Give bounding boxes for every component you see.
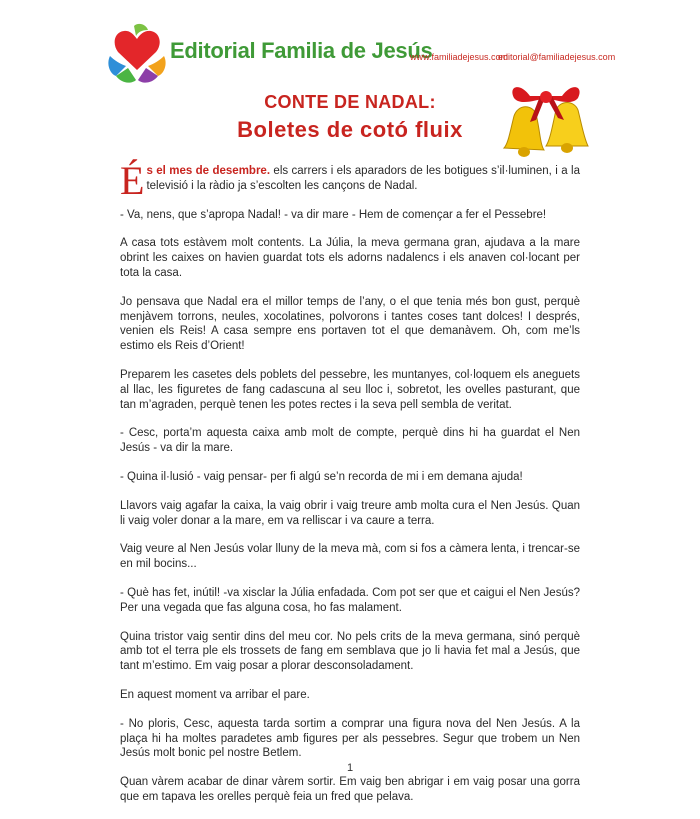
story-paragraph: - Va, nens, que s’apropa Nadal! - va dir mare - Hem de començar a fer el Pessebre! — [120, 208, 547, 221]
story-paragraph: A casa tots estàvem molt contents. La Júlia, la meva germana gran, ajudava a la mare obrint les caixes on havien guardat tots els adorns nadalencs i els anaven col·locant per tota la casa. — [120, 237, 580, 279]
page-number: 1 — [346, 762, 354, 774]
story-paragraph: Llavors vaig agafar la caixa, la vaig obrir i vaig treure amb molta cura el Nen Jesús. Quan li vaig voler donar a la mare, em va relliscar i va caure a terra. — [120, 499, 580, 527]
website-link[interactable]: www.familiadejesus.com — [410, 52, 509, 62]
story-title: Boletes de cotó fluix — [237, 117, 463, 142]
story-paragraph: - Quina il·lusió - vaig pensar- per fi algú se’n recorda de mi i em demana ajuda! — [120, 470, 523, 483]
paragraph-text: els carrers i els aparadors de les botigues s’il·luminen, i a la televisió i la ràdio ja s’escolten les cançons de Nadal. — [146, 165, 580, 192]
email-link[interactable]: editorial@familiadejesus.com — [498, 52, 616, 62]
lead-phrase: s el mes de desembre. — [146, 165, 271, 177]
story-paragraph: Quan vàrem acabar de dinar vàrem sortir. Em vaig ben abrigar i em vaig posar una gorra que em tapava les orelles perquè feia un fred que pelava. — [120, 776, 580, 803]
story-label: CONTE DE NADAL: — [264, 92, 436, 112]
story-paragraph: Preparem les casetes dels poblets del pessebre, les muntanyes, col·loquem els aneguets al llac, les figuretes de fang cadascuna al seu lloc i, sobretot, les ovelles pasturant, que tan m’agraden, perquè tenen les potes rectes i la seva pell sembla de veritat. — [120, 368, 580, 411]
story-paragraph: - Cesc, porta’m aquesta caixa amb molt de compte, perquè dins hi ha guardat el Nen Jesús - va dir la mare. — [120, 427, 580, 455]
story-paragraph: Jo pensava que Nadal era el millor temps de l’any, o el que tenia més bon gust, perquè menjàvem torrons, neules, xocolatines, polvorons i tantes coses tant dolces! I després, venien els Reis! A casa sempre ens portaven tot el que demanàvem. Oh, com me’ls estimo els Reis d’Orient! — [120, 295, 580, 353]
story-paragraph: Vaig veure al Nen Jesús volar lluny de la meva mà, com si fos a càmera lenta, i trencar-se en mil bocins... — [120, 543, 580, 571]
story-paragraph: - Què has fet, inútil! -va xisclar la Júlia enfadada. Com pot ser que et caigui el Nen Jesús? Per una vegada que fas alguna cosa, ho fas malament. — [120, 586, 580, 614]
story-paragraph: Quina tristor vaig sentir dins del meu cor. No pels crits de la meva germana, sinó perquè amb tot el terra ple els trossets de fang em semblava que jo li havia fet mal a Jesús, que tant m’estimo. Em vaig posar a plorar desconsoladament. — [120, 630, 580, 673]
story-paragraph-0 — [120, 158, 580, 203]
drop-cap: É — [120, 158, 145, 203]
brand-name: Editorial Familia de Jesús — [170, 38, 433, 63]
hands-heart-logo-icon — [104, 22, 170, 88]
story-paragraph: En aquest moment va arribar el pare. — [120, 688, 310, 701]
story-paragraph: - No ploris, Cesc, aquesta tarda sortim a comprar una figura nova del Nen Jesús. A la plaça hi ha moltes paradetes amb figures per als pessebres. Segur que trobem un Nen Jesús molt bonic pel nostre Betlem. — [120, 717, 580, 760]
story-body — [120, 158, 580, 819]
